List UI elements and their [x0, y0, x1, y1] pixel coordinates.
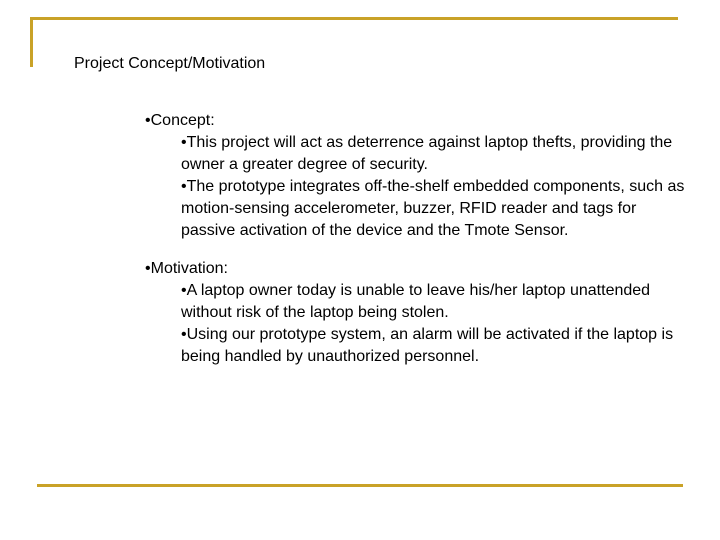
- motivation-heading-text: Motivation:: [150, 260, 228, 277]
- list-item: [181, 176, 685, 242]
- concept-section: [145, 110, 685, 242]
- list-item: [181, 280, 685, 324]
- left-accent-line: [30, 17, 33, 67]
- motivation-section: [145, 258, 685, 368]
- list-item-text: A laptop owner today is unable to leave his/her laptop unattended without risk of the laptop being stolen.: [181, 282, 651, 321]
- concept-heading: [145, 110, 685, 132]
- motivation-heading: [145, 258, 685, 280]
- motivation-items: [145, 280, 685, 368]
- slide-title: Project Concept/Motivation: [74, 55, 266, 72]
- list-item-text: The prototype integrates off-the-shelf embedded components, such as motion-sensing accelerometer, buzzer, RFID reader and tags for passive activation of the device and the Tmote Sensor.: [181, 178, 685, 239]
- concept-heading-text: Concept:: [150, 112, 215, 129]
- slide-content: [145, 110, 685, 384]
- top-accent-line: [30, 17, 678, 20]
- bottom-accent-line: [37, 484, 683, 487]
- list-item: [181, 132, 685, 176]
- list-item-text: Using our prototype system, an alarm will be activated if the laptop is being handled by unauthorized personnel.: [181, 326, 674, 365]
- list-item-text: This project will act as deterrence against laptop thefts, providing the owner a greater degree of security.: [181, 134, 673, 173]
- list-item: [181, 324, 685, 368]
- concept-items: [145, 132, 685, 242]
